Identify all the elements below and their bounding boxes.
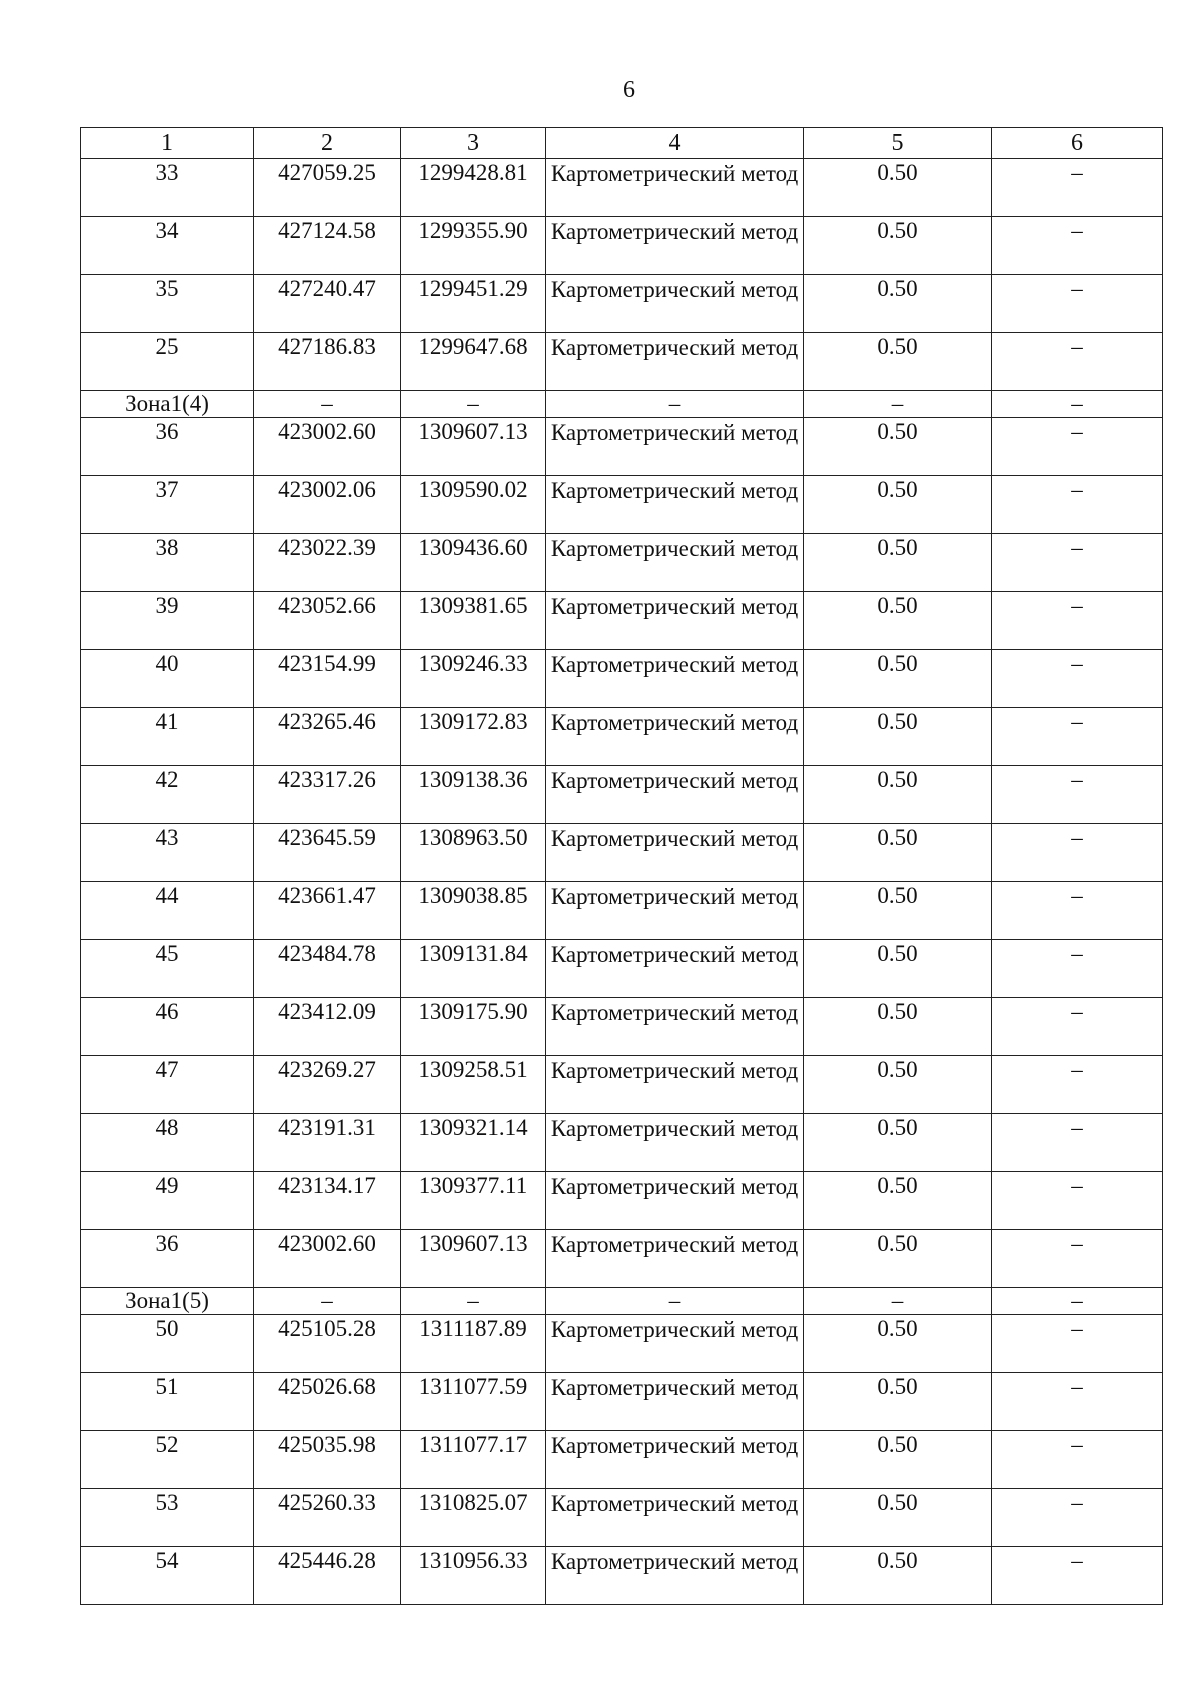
coord-y-cell: 1308963.50	[401, 824, 546, 882]
coord-x-cell: 423317.26	[254, 766, 401, 824]
coord-x-cell: 423265.46	[254, 708, 401, 766]
accuracy-cell: 0.50	[804, 998, 992, 1056]
zone-label-cell: Зона1(4)	[81, 391, 254, 418]
method-text: Картометрический метод	[550, 710, 799, 735]
table-row	[81, 534, 1163, 592]
note-cell: –	[992, 1172, 1163, 1230]
method-text: Картометрический метод	[550, 768, 799, 793]
note-cell: –	[992, 1288, 1163, 1315]
method-text: Картометрический метод	[550, 335, 799, 360]
coord-y-cell: 1299451.29	[401, 275, 546, 333]
accuracy-cell: 0.50	[804, 882, 992, 940]
coord-y-cell: 1310825.07	[401, 1489, 546, 1547]
coord-x-cell: 425446.28	[254, 1547, 401, 1605]
table-row	[81, 159, 1163, 217]
note-cell: –	[992, 418, 1163, 476]
table-row	[81, 217, 1163, 275]
coord-y-cell: 1309131.84	[401, 940, 546, 998]
note-cell: –	[992, 217, 1163, 275]
coord-x-cell: 425026.68	[254, 1373, 401, 1431]
accuracy-cell: 0.50	[804, 592, 992, 650]
coord-x-cell: 423002.60	[254, 1230, 401, 1288]
point-number-cell: 50	[81, 1315, 254, 1373]
method-text: Картометрический метод	[550, 1317, 799, 1342]
point-number-cell: 41	[81, 708, 254, 766]
method-cell	[546, 1172, 804, 1230]
note-cell: –	[992, 650, 1163, 708]
accuracy-cell: 0.50	[804, 1431, 992, 1489]
table-header-row	[81, 128, 1163, 159]
coord-x-cell: –	[254, 1288, 401, 1315]
coord-x-cell: 427186.83	[254, 333, 401, 391]
method-cell	[546, 998, 804, 1056]
header-cell-5: 5	[804, 128, 992, 159]
coord-x-cell: –	[254, 391, 401, 418]
accuracy-cell: 0.50	[804, 1230, 992, 1288]
coord-x-cell: 425260.33	[254, 1489, 401, 1547]
accuracy-cell: 0.50	[804, 1547, 992, 1605]
note-cell: –	[992, 1489, 1163, 1547]
table-row	[81, 650, 1163, 708]
method-text: Картометрический метод	[550, 1375, 799, 1400]
method-cell	[546, 534, 804, 592]
point-number-cell: 44	[81, 882, 254, 940]
accuracy-cell: 0.50	[804, 159, 992, 217]
coord-y-cell: 1309246.33	[401, 650, 546, 708]
accuracy-cell: 0.50	[804, 650, 992, 708]
zone-row	[81, 1288, 1163, 1315]
coord-x-cell: 423002.60	[254, 418, 401, 476]
note-cell: –	[992, 708, 1163, 766]
note-cell: –	[992, 1373, 1163, 1431]
coord-x-cell: 423661.47	[254, 882, 401, 940]
method-cell	[546, 333, 804, 391]
note-cell: –	[992, 1431, 1163, 1489]
header-cell-4: 4	[546, 128, 804, 159]
method-text: Картометрический метод	[550, 478, 799, 503]
method-cell	[546, 1230, 804, 1288]
note-cell: –	[992, 592, 1163, 650]
accuracy-cell: 0.50	[804, 766, 992, 824]
table-row	[81, 1230, 1163, 1288]
method-cell	[546, 766, 804, 824]
table-row	[81, 1172, 1163, 1230]
method-cell: –	[546, 1288, 804, 1315]
coord-x-cell: 423154.99	[254, 650, 401, 708]
accuracy-cell: –	[804, 391, 992, 418]
note-cell: –	[992, 998, 1163, 1056]
method-cell: –	[546, 391, 804, 418]
note-cell: –	[992, 333, 1163, 391]
method-cell	[546, 1373, 804, 1431]
method-cell	[546, 159, 804, 217]
method-cell	[546, 1489, 804, 1547]
coord-y-cell: 1309172.83	[401, 708, 546, 766]
point-number-cell: 53	[81, 1489, 254, 1547]
accuracy-cell: 0.50	[804, 940, 992, 998]
point-number-cell: 36	[81, 418, 254, 476]
note-cell: –	[992, 159, 1163, 217]
accuracy-cell: 0.50	[804, 217, 992, 275]
coord-y-cell: 1309607.13	[401, 1230, 546, 1288]
coord-y-cell: –	[401, 391, 546, 418]
point-number-cell: 47	[81, 1056, 254, 1114]
method-cell	[546, 940, 804, 998]
coord-y-cell: 1309436.60	[401, 534, 546, 592]
method-cell	[546, 1431, 804, 1489]
coord-x-cell: 423484.78	[254, 940, 401, 998]
accuracy-cell: 0.50	[804, 1373, 992, 1431]
coord-y-cell: 1309381.65	[401, 592, 546, 650]
method-cell	[546, 882, 804, 940]
method-text: Картометрический метод	[550, 1116, 799, 1141]
coord-x-cell: 423269.27	[254, 1056, 401, 1114]
method-cell	[546, 217, 804, 275]
table-row	[81, 1373, 1163, 1431]
coord-x-cell: 425105.28	[254, 1315, 401, 1373]
point-number-cell: 52	[81, 1431, 254, 1489]
coord-x-cell: 423645.59	[254, 824, 401, 882]
point-number-cell: 51	[81, 1373, 254, 1431]
coord-y-cell: 1299647.68	[401, 333, 546, 391]
coord-x-cell: 423052.66	[254, 592, 401, 650]
method-text: Картометрический метод	[550, 652, 799, 677]
table-body	[81, 128, 1163, 1605]
coord-y-cell: 1309038.85	[401, 882, 546, 940]
point-number-cell: 43	[81, 824, 254, 882]
table-row	[81, 766, 1163, 824]
note-cell: –	[992, 275, 1163, 333]
method-text: Картометрический метод	[550, 277, 799, 302]
table-row	[81, 824, 1163, 882]
table-row	[81, 1315, 1163, 1373]
table-row	[81, 1489, 1163, 1547]
note-cell: –	[992, 940, 1163, 998]
table-row	[81, 708, 1163, 766]
coord-y-cell: 1309590.02	[401, 476, 546, 534]
method-text: Картометрический метод	[550, 884, 799, 909]
header-cell-2: 2	[254, 128, 401, 159]
method-text: Картометрический метод	[550, 1433, 799, 1458]
coord-y-cell: 1299355.90	[401, 217, 546, 275]
accuracy-cell: –	[804, 1288, 992, 1315]
table-row	[81, 998, 1163, 1056]
method-cell	[546, 1114, 804, 1172]
method-cell	[546, 476, 804, 534]
method-cell	[546, 418, 804, 476]
coord-x-cell: 427124.58	[254, 217, 401, 275]
point-number-cell: 49	[81, 1172, 254, 1230]
method-text: Картометрический метод	[550, 219, 799, 244]
coord-x-cell: 423134.17	[254, 1172, 401, 1230]
table-row	[81, 1431, 1163, 1489]
point-number-cell: 34	[81, 217, 254, 275]
coord-y-cell: 1310956.33	[401, 1547, 546, 1605]
table-row	[81, 275, 1163, 333]
method-text: Картометрический метод	[550, 1232, 799, 1257]
table-row	[81, 592, 1163, 650]
header-cell-6: 6	[992, 128, 1163, 159]
note-cell: –	[992, 1114, 1163, 1172]
method-text: Картометрический метод	[550, 1491, 799, 1516]
point-number-cell: 45	[81, 940, 254, 998]
table-row	[81, 1114, 1163, 1172]
method-cell	[546, 708, 804, 766]
note-cell: –	[992, 824, 1163, 882]
table-row	[81, 940, 1163, 998]
header-cell-3: 3	[401, 128, 546, 159]
table-row	[81, 418, 1163, 476]
accuracy-cell: 0.50	[804, 275, 992, 333]
point-number-cell: 48	[81, 1114, 254, 1172]
point-number-cell: 39	[81, 592, 254, 650]
point-number-cell: 46	[81, 998, 254, 1056]
method-text: Картометрический метод	[550, 942, 799, 967]
accuracy-cell: 0.50	[804, 534, 992, 592]
accuracy-cell: 0.50	[804, 333, 992, 391]
point-number-cell: 40	[81, 650, 254, 708]
method-cell	[546, 275, 804, 333]
point-number-cell: 54	[81, 1547, 254, 1605]
method-text: Картометрический метод	[550, 1058, 799, 1083]
method-cell	[546, 650, 804, 708]
zone-row	[81, 391, 1163, 418]
method-text: Картометрический метод	[550, 161, 799, 186]
coord-x-cell: 427240.47	[254, 275, 401, 333]
point-number-cell: 42	[81, 766, 254, 824]
method-text: Картометрический метод	[550, 1549, 799, 1574]
method-text: Картометрический метод	[550, 420, 799, 445]
note-cell: –	[992, 882, 1163, 940]
method-cell	[546, 592, 804, 650]
coord-y-cell: 1309175.90	[401, 998, 546, 1056]
coord-y-cell: 1309138.36	[401, 766, 546, 824]
method-text: Картометрический метод	[550, 536, 799, 561]
note-cell: –	[992, 476, 1163, 534]
note-cell: –	[992, 1230, 1163, 1288]
table-row	[81, 882, 1163, 940]
coord-y-cell: 1309321.14	[401, 1114, 546, 1172]
coord-x-cell: 423191.31	[254, 1114, 401, 1172]
method-cell	[546, 1547, 804, 1605]
method-cell	[546, 824, 804, 882]
method-cell	[546, 1315, 804, 1373]
coord-y-cell: 1309258.51	[401, 1056, 546, 1114]
method-text: Картометрический метод	[550, 1000, 799, 1025]
zone-label-cell: Зона1(5)	[81, 1288, 254, 1315]
note-cell: –	[992, 1547, 1163, 1605]
coord-x-cell: 425035.98	[254, 1431, 401, 1489]
accuracy-cell: 0.50	[804, 1056, 992, 1114]
page-number: 6	[623, 77, 635, 103]
table-row	[81, 1056, 1163, 1114]
accuracy-cell: 0.50	[804, 1172, 992, 1230]
note-cell: –	[992, 391, 1163, 418]
accuracy-cell: 0.50	[804, 708, 992, 766]
point-number-cell: 25	[81, 333, 254, 391]
accuracy-cell: 0.50	[804, 1315, 992, 1373]
coord-y-cell: 1311077.17	[401, 1431, 546, 1489]
coordinates-table	[80, 127, 1163, 1605]
point-number-cell: 35	[81, 275, 254, 333]
coord-x-cell: 423022.39	[254, 534, 401, 592]
coord-y-cell: 1311077.59	[401, 1373, 546, 1431]
table-row	[81, 1547, 1163, 1605]
coord-y-cell: 1299428.81	[401, 159, 546, 217]
note-cell: –	[992, 534, 1163, 592]
method-text: Картометрический метод	[550, 1174, 799, 1199]
point-number-cell: 38	[81, 534, 254, 592]
table-row	[81, 476, 1163, 534]
coord-y-cell: –	[401, 1288, 546, 1315]
coord-x-cell: 423412.09	[254, 998, 401, 1056]
coord-x-cell: 423002.06	[254, 476, 401, 534]
accuracy-cell: 0.50	[804, 1114, 992, 1172]
point-number-cell: 36	[81, 1230, 254, 1288]
point-number-cell: 33	[81, 159, 254, 217]
accuracy-cell: 0.50	[804, 418, 992, 476]
method-text: Картометрический метод	[550, 826, 799, 851]
coord-y-cell: 1309377.11	[401, 1172, 546, 1230]
table-row	[81, 333, 1163, 391]
coord-y-cell: 1309607.13	[401, 418, 546, 476]
header-cell-1: 1	[81, 128, 254, 159]
accuracy-cell: 0.50	[804, 824, 992, 882]
method-text: Картометрический метод	[550, 594, 799, 619]
point-number-cell: 37	[81, 476, 254, 534]
note-cell: –	[992, 766, 1163, 824]
coord-x-cell: 427059.25	[254, 159, 401, 217]
accuracy-cell: 0.50	[804, 1489, 992, 1547]
coord-y-cell: 1311187.89	[401, 1315, 546, 1373]
accuracy-cell: 0.50	[804, 476, 992, 534]
method-cell	[546, 1056, 804, 1114]
note-cell: –	[992, 1315, 1163, 1373]
note-cell: –	[992, 1056, 1163, 1114]
